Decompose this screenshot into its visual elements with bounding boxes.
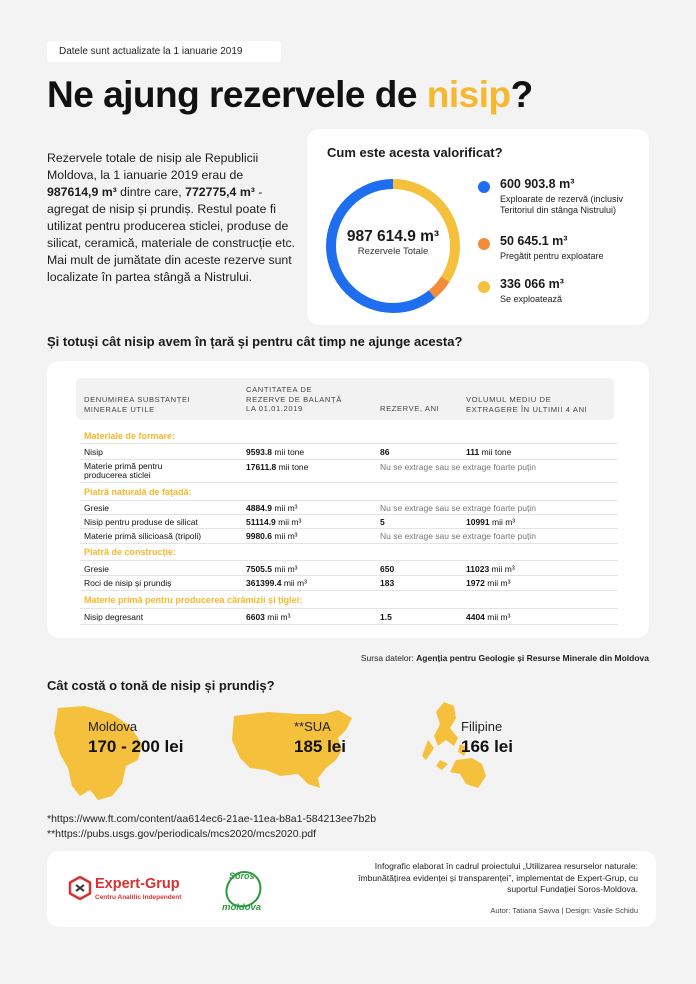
table-divider <box>80 528 618 529</box>
table-divider <box>80 500 618 501</box>
page-title <box>47 74 533 116</box>
th-quantity: CANTITATEA DE REZERVE DE BALANȚĂ LA 01.01.2019 <box>246 385 342 413</box>
donut-title: Cum este acesta valorificat? <box>327 145 503 160</box>
table-cell-qty: 9593.8 mii tone <box>246 447 305 457</box>
table-group-title: Materiale de formare: <box>84 431 176 441</box>
intro-aggregate: 772775,4 m³ <box>185 185 255 199</box>
table-cell-years: 1.5 <box>380 612 392 622</box>
table-divider <box>80 543 618 544</box>
table-cell-volume: 4404 mii m³ <box>466 612 511 622</box>
footnote-usgs[interactable]: **https://pubs.usgs.gov/periodicals/mcs2020/mcs2020.pdf <box>47 828 317 840</box>
table-group-title: Materie primă pentru producerea cărămizii și țiglei: <box>84 595 303 605</box>
table-cell-years: 86 <box>380 447 390 457</box>
table-cell-volume: 111 mii tone <box>466 447 512 457</box>
price-value: 185 lei <box>294 737 346 756</box>
price-country: **SUA <box>294 719 331 734</box>
legend-value-2: 50 645.1 m³ <box>500 234 568 248</box>
expert-grup-logo-icon <box>68 876 92 900</box>
table-cell-qty: 6603 mii m³ <box>246 612 291 622</box>
table-divider <box>80 560 618 561</box>
table-cell-qty: 7505.5 mii m³ <box>246 564 298 574</box>
donut-center-label: Rezervele Totale <box>357 246 429 257</box>
table-cell-note: Nu se extrage sau se extrage foarte puțin <box>380 503 536 513</box>
table-cell-years: 5 <box>380 517 385 527</box>
legend-value-3: 336 066 m³ <box>500 277 564 291</box>
table-cell-qty: 51114.9 mii m³ <box>246 517 302 527</box>
intro-text-3: - agregat de nisip și prundiș. Restul poate fi utilizat pentru producerea sticlei, produse de silicat, ceramică, materiale de construcție etc. Mai mult de jumătate din aceste rezerve sunt localizate în partea stângă a Nistrului. <box>47 185 296 284</box>
footer-credit: Infografic elaborat în cadrul proiectului „Utilizarea resurselor naturale: îmbunătățirea evidenței și transparenței”, implementat de Expert-Grup, cu suportul Fundației Soros-Moldova. <box>358 861 638 894</box>
th-substance: DENUMIREA SUBSTANȚEI MINERALE UTILE <box>84 395 191 414</box>
table-cell-name: Nisip pentru produse de silicat <box>84 517 198 527</box>
intro-paragraph <box>47 150 297 286</box>
table-cell-qty: 361399.4 mii m³ <box>246 578 307 588</box>
table-divider <box>80 608 618 609</box>
title-suffix: ? <box>510 74 533 115</box>
table-section-title: Și totuși cât nisip avem în țară și pentru cât timp ne ajunge acesta? <box>47 334 463 349</box>
legend-dot-orange <box>478 238 490 250</box>
legend-dot-blue <box>478 181 490 193</box>
table-cell-volume: 1972 mii m³ <box>466 578 511 588</box>
table-cell-name: Nisip <box>84 447 103 457</box>
footnote-ft[interactable]: *https://www.ft.com/content/aa614ec6-21ae-11ea-b8a1-584213ee7b2b <box>47 813 377 825</box>
intro-text-1: Rezervele totale de nisip ale Republicii Moldova, la 1 ianuarie 2019 erau de <box>47 151 259 182</box>
table-cell-years: 183 <box>380 578 395 588</box>
expert-grup-logo-name: Expert-Grup <box>95 876 180 892</box>
th-volume: VOLUMUL MEDIU DE EXTRAGERE ÎN ULTIMII 4 ANI <box>466 395 588 414</box>
table-cell-name: Materie primă pentru producerea sticlei <box>84 461 163 480</box>
table-divider <box>80 514 618 515</box>
table-divider <box>80 575 618 576</box>
footer-authors: Autor: Tatiana Savva | Design: Vasile Schidu <box>490 906 638 915</box>
legend-desc-3: Se exploatează <box>500 294 563 304</box>
table-cell-volume: 10991 mii m³ <box>466 517 516 527</box>
title-highlight: nisip <box>426 74 511 115</box>
price-value: 166 lei <box>461 737 513 756</box>
table-cell-name: Gresie <box>84 564 110 574</box>
table-group-title: Piatră naturală de fațadă: <box>84 487 192 497</box>
intro-total: 987614,9 m³ <box>47 185 117 199</box>
intro-text-2: dintre care, <box>116 185 186 199</box>
expert-grup-logo-sub: Centru Analitic Independent <box>95 894 182 901</box>
price-country: Moldova <box>88 719 138 734</box>
table-divider <box>80 459 618 460</box>
price-section-title: Cât costă o tonă de nisip și prundiș? <box>47 678 275 693</box>
table-cell-name: Roci de nisip și prundiș <box>84 578 172 588</box>
soros-logo-top: Soros <box>229 871 255 881</box>
table-cell-years: 650 <box>380 564 395 574</box>
table-cell-name: Nisip degresant <box>84 612 144 622</box>
legend-desc-1: Exploarate de rezervă (inclusiv Teritoriul din stânga Nistrului) <box>500 194 624 215</box>
price-country: Filipine <box>461 719 503 734</box>
th-years: REZERVE, ANI <box>380 404 440 413</box>
table-cell-name: Gresie <box>84 503 110 513</box>
table-divider <box>80 482 618 483</box>
table-divider <box>80 624 618 625</box>
table-cell-qty: 9980.6 mii m³ <box>246 531 298 541</box>
legend-desc-2: Pregătit pentru exploatare <box>500 251 604 261</box>
table-cell-volume: 11023 mii m³ <box>466 564 515 574</box>
table-cell-name: Materie primă silicioasă (tripoli) <box>84 531 202 541</box>
table-cell-note: Nu se extrage sau se extrage foarte puțin <box>380 531 536 541</box>
table-cell-note: Nu se extrage sau se extrage foarte puțin <box>380 462 536 472</box>
data-source: Sursa datelor: Agenția pentru Geologie și Resurse Minerale din Moldova <box>360 653 649 663</box>
legend-dot-yellow <box>478 281 490 293</box>
table-cell-qty: 4884.9 mii m³ <box>246 503 298 513</box>
table-divider <box>80 590 618 591</box>
price-value: 170 - 200 lei <box>88 737 184 756</box>
date-badge: Datele sunt actualizate la 1 ianuarie 2019 <box>47 41 281 62</box>
legend-value-1: 600 903.8 m³ <box>500 177 575 191</box>
table-group-title: Piatră de construcție: <box>84 547 177 557</box>
donut-center-value: 987 614.9 m³ <box>346 228 440 245</box>
title-prefix: Ne ajung rezervele de <box>47 74 427 115</box>
soros-logo-bottom: moldova <box>222 902 262 913</box>
table-divider <box>80 443 618 444</box>
table-cell-qty: 17611.8 mii tone <box>246 462 309 472</box>
